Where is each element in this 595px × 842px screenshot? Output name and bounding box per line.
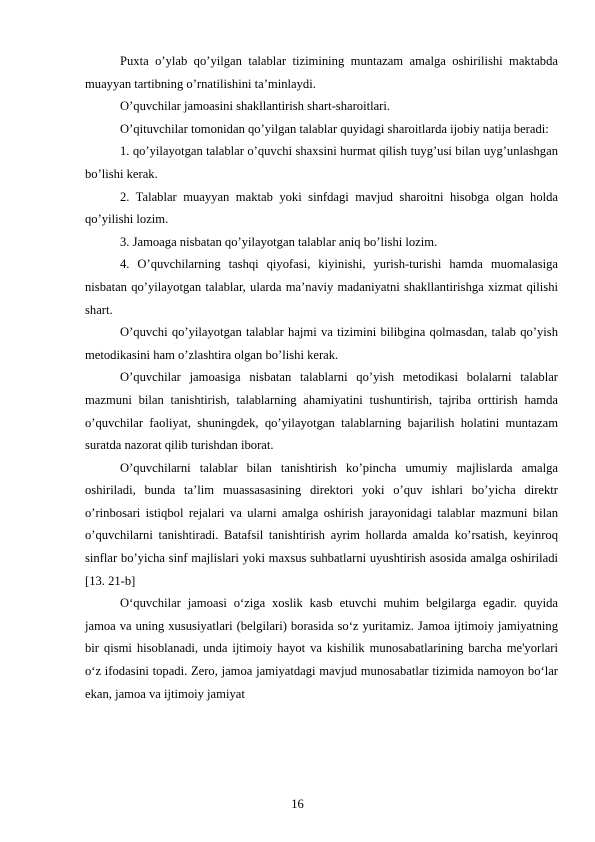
- paragraph-10: O’quvchilarni talablar bilan tanishtirish ko’pincha umumiy majlislarda amalga oshiriladi, bunda ta’lim muassasasining direktori yoki o’quv ishlari bo’yicha direktr o’rinbosari istiqbol rejalari va ularni amalga oshirish jarayonidagi talablar mazmuni bilan o’quvchilarni tanishtiradi. Batafsil tanishtirish ayrim hollarda amalda ko’rsatish, keyinroq sinflar bo’yicha sinf majlislari yoki maxsus suhbatlarni uyushtirish asosida amalga oshiriladi [13. 21-b]: [85, 460, 558, 588]
- paragraph-2: O’quvchilar jamoasini shakllantirish shart-sharoitlari.: [120, 99, 390, 114]
- paragraph-4: 1. qo’yilayotgan talablar o’quvchi shaxsini hurmat qilish tuyg’usi bilan uyg’unlashgan bo’lishi kerak.: [85, 144, 558, 181]
- page-number: 16: [291, 797, 304, 811]
- paragraph-7: 4. O’quvchilarning tashqi qiyofasi, kiyinishi, yurish-turishi hamda muomalasiga nisbatan qo’yilayotgan talablar, ularda ma’naviy madaniyatni shakllantirishga xizmat qilishi shart.: [85, 257, 558, 317]
- paragraph-1: Puxta o’ylab qo’yilgan talablar tizimining muntazam amalga oshirilishi maktabda muayyan tartibning o’rnatilishini ta’minlaydi.: [85, 54, 558, 91]
- paragraph-5: 2. Talablar muayyan maktab yoki sinfdagi mavjud sharoitni hisobga olgan holda qo’yilishi lozim.: [85, 189, 558, 227]
- paragraph-9: O’quvchilar jamoasiga nisbatan talablarni qo’yish metodikasi bolalarni talablar mazmuni bilan tanishtirish, talablarning ahamiyatini tushuntirish, tajriba orttirish hamda o’quvchilar faoliyat, shuningdek, qo’yilayotgan talablarning bajarilish holatini muntazam suratda nazorat qilib turishdan iborat.: [85, 370, 558, 453]
- paragraph-6: 3. Jamoaga nisbatan qo’yilayotgan talablar aniq bo’lishi lozim.: [120, 234, 438, 249]
- document-body: [85, 50, 558, 705]
- paragraph-3: O’qituvchilar tomonidan qo’yilgan talablar quyidagi sharoitlarda ijobiy natija beradi:: [120, 121, 549, 136]
- paragraph-8: O’quvchi qo’yilayotgan talablar hajmi va tizimini bilibgina qolmasdan, talab qo’yish metodikasini ham o’zlashtira olgan bo’lishi kerak.: [85, 325, 558, 362]
- paragraph-11: O‘quvchilar jamoasi o‘ziga xoslik kasb etuvchi muhim belgilarga egadir. quyida jamoa va uning xususiyatlari (belgilari) borasida so‘z yuritamiz. Jamoa ijtimoiy jamiyatning bir qismi hisoblanadi, unda ijtimoiy hayot va kishilik munosabatlarining barcha me'yorlari o‘z ifodasini topadi. Zero, jamoa jamiyatdagi mavjud munosabatlar tizimida namoyon bo‘lar ekan, jamoa va ijtimoiy jamiyat: [85, 596, 558, 701]
